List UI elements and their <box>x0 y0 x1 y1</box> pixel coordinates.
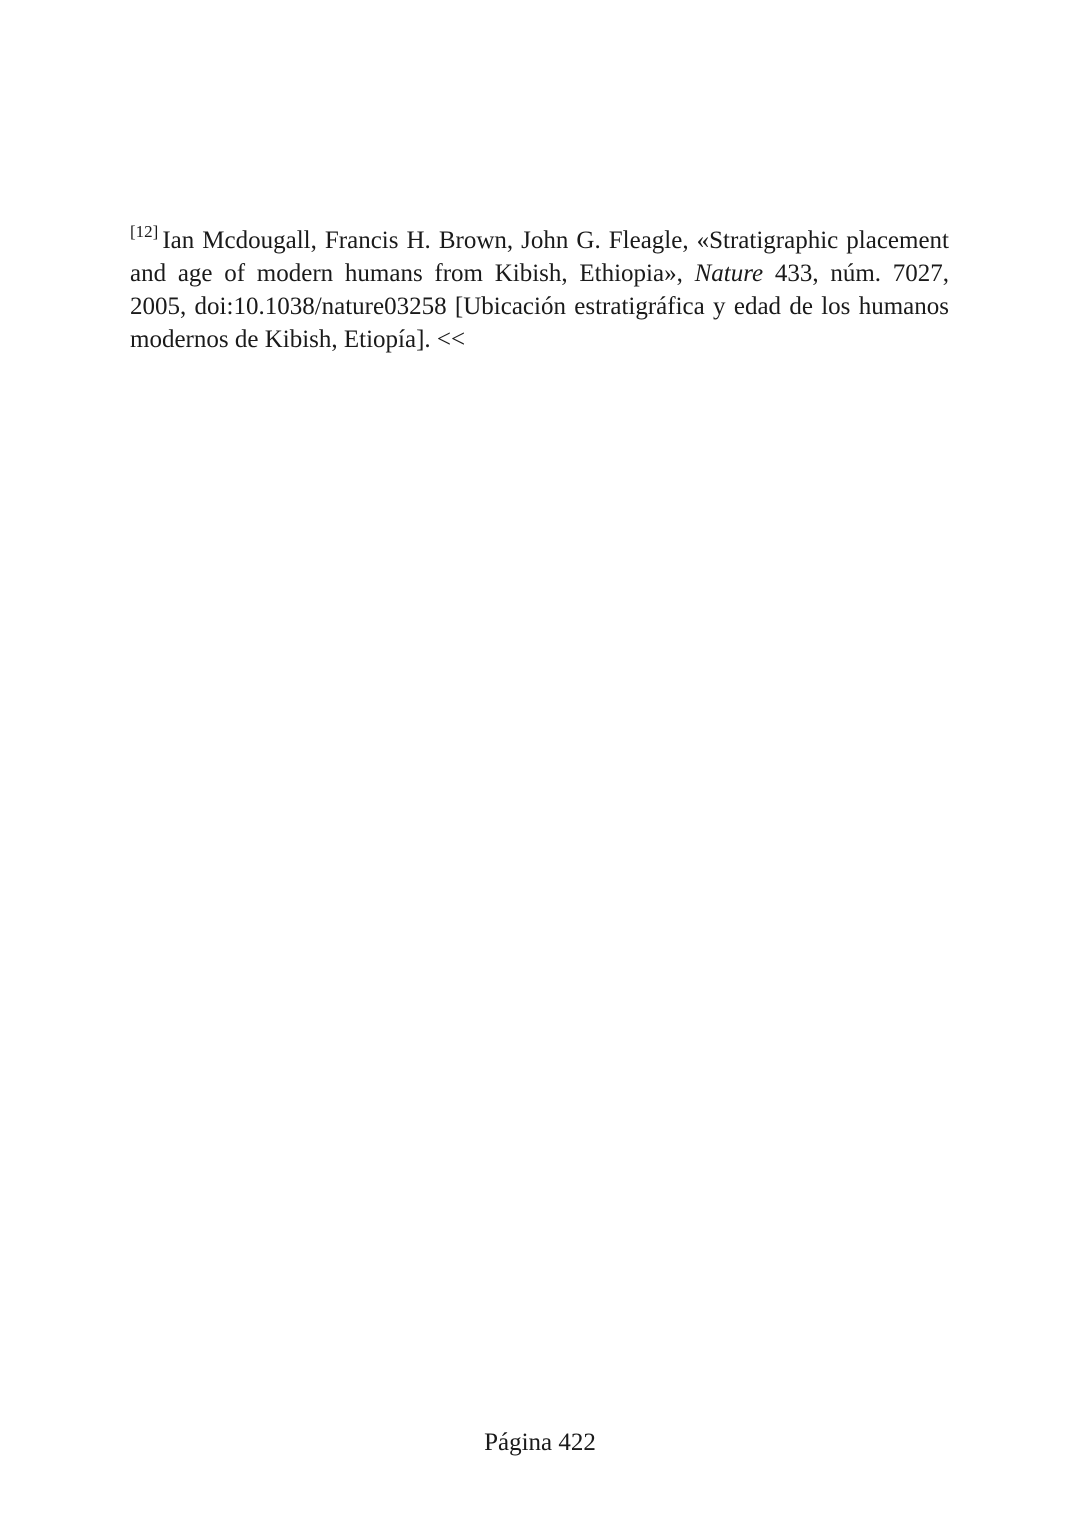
footnote-marker: [12] <box>130 222 159 241</box>
footnote-12 <box>130 224 949 356</box>
journal-name: Nature <box>694 260 764 287</box>
back-to-text-link[interactable]: << <box>436 326 466 353</box>
footnote-text-after: 433, núm. 7027, 2005, doi:10.1038/nature03258 [Ubicación estratigráfica y edad de los humanos modernos de Kibish, Etiopía]. <box>130 260 949 353</box>
footnote-text-before: Ian Mcdougall, Francis H. Brown, John G. Fleagle, «Stratigraphic placement and age of modern humans from Kibish, Ethiopia», <box>130 227 949 287</box>
page-number: Página 422 <box>484 1429 596 1456</box>
